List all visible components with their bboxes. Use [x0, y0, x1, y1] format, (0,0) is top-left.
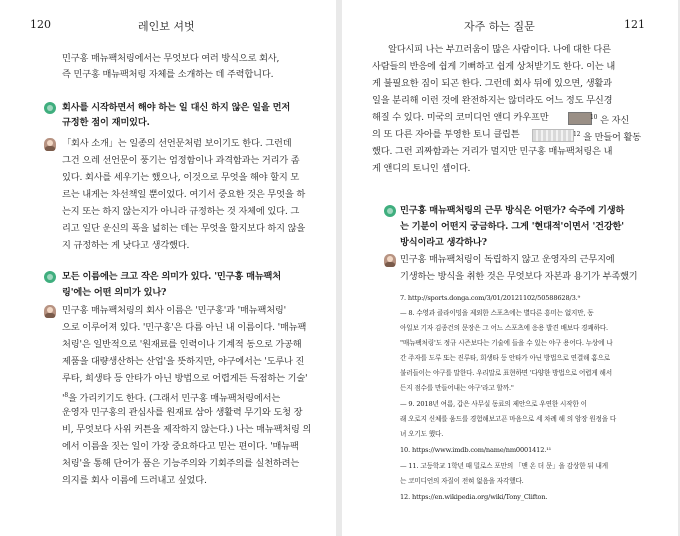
answer-line: 「회사 소개」는 일종의 선언문처럼 보이기도 한다. 그런데: [62, 138, 292, 149]
footnote-ref[interactable]: 10: [590, 114, 598, 121]
footnote: — 11. 고등학교 1학년 때 밀로스 포만의 「맨 온 더 문」을 감상한 뒤 내게: [400, 462, 608, 470]
answer-line: 제품을 대량생산하는 산업'을 뜻하지만, 야구에서는 '도루나 진: [62, 356, 305, 367]
author-avatar-icon: [384, 254, 396, 267]
running-title: 자주 하는 질문: [464, 20, 535, 33]
footnote: 간 주자를 도루 또는 진루타, 희생타 등 안타가 아닌 방법으로 연결해 홈으로: [400, 354, 610, 362]
body-line: 즉 민구홍 매뉴팩처링 자체를 소개하는 데 주력합니다.: [62, 69, 274, 80]
question-line: 링'에는 어떤 의미가 있나?: [62, 287, 167, 298]
body-line-tail: 은 자신: [597, 115, 630, 127]
question-line: 는 기분이 어떤지 궁금하다. 그게 '현대적'이면서 '건강한': [400, 221, 624, 232]
page-number: 121: [624, 18, 645, 31]
body-line: 사람들의 반응에 쉽게 기뻐하고 쉽게 상처받기도 한다. 이는 내: [372, 61, 616, 72]
body-line: 해질 수 있다. 미국의 코미디언 앤디 카우프만: [372, 112, 549, 123]
footnote-ref[interactable]: 12: [573, 131, 581, 138]
answer-line: 민구홍 매뉴팩처링의 회사 이름은 '민구홍'과 '매뉴팩처링': [62, 305, 287, 316]
question-icon: [44, 102, 56, 114]
footnote: 10. https://www.imdb.com/name/nm0001412.¹¹: [400, 446, 552, 454]
answer-line: 그건 으레 선언문이 풍기는 엄정함이나 과격함과는 거리가 좀: [62, 155, 300, 166]
answer-line: 리고 일단 운신의 폭을 넓히는 데는 무엇을 할지보다 하지 않을: [62, 223, 306, 234]
footnote: 는 코미디언의 자질이 전혀 없음을 자각했다.: [400, 477, 524, 485]
answer-line: 처링'을 통해 단어가 품은 기능주의와 기회주의를 실천하려는: [62, 458, 300, 469]
body-line: 의 또 다른 자아를 투영한 토니 클립튼: [372, 129, 520, 140]
answer-line: 의지를 회사 이름에 드러내고 싶었다.: [62, 475, 207, 486]
body-line: 게 불필요한 짐이 되곤 한다. 그런데 회사 뒤에 있으면, 생활과: [372, 78, 612, 89]
answer-line: 는지 또는 하지 않는지가 아니라 규정하는 것 자체에 있다. 그: [62, 206, 300, 217]
author-avatar-icon: [44, 305, 56, 318]
body-line: 했다. 그런 괴짜함과는 거리가 멀지만 민구홍 매뉴팩처링은 내: [372, 146, 613, 157]
body-line: 일을 분리해 이런 것에 완전하지는 않더라도 어느 정도 무신경: [372, 95, 613, 106]
footnote-ref[interactable]: 8: [64, 392, 69, 399]
footnote: 7. http://sports.donga.com/3/01/20121102/50588628/3.⁹: [400, 294, 581, 302]
answer-line: 으로 이루어져 있다. '민구홍'은 다름 아닌 내 이름이다. '매뉴팩: [62, 322, 307, 333]
answer-line: 민구홍 매뉴팩처링이 독립하지 않고 운영자의 근무지에: [400, 254, 615, 265]
answer-line: 있다. 회사를 세우기는 했으나, 이것으로 무엇을 해야 할지 모: [62, 172, 300, 183]
question-icon: [44, 271, 56, 283]
answer-line: 비, 무엇보다 사위 커튼을 제작하지 않는다.) 나는 매뉴팩처링 의: [62, 424, 312, 435]
body-line: 게 앤디의 토니인 셈이다.: [372, 163, 471, 174]
footnote: — 8. 수영과 클라이밍을 제외한 스포츠에는 별다른 흥미는 없지만, 동: [400, 309, 594, 317]
body-line: [590, 112, 629, 127]
andy-kaufman-photo: [568, 112, 592, 125]
question-line: 회사를 시작하면서 해야 하는 일 대신 하지 않은 일을 먼저: [62, 102, 291, 113]
footnote: 래 오로지 신체를 움드를 경험해보고픈 마음으로 세 차례 해 의 암장 원정을 다: [400, 415, 617, 423]
body-line-tail: 을 만들어 활동: [580, 132, 642, 144]
answer-line: 루타, 희생타 등 안타가 아닌 방법으로 어렵게든 득점하는 기술': [62, 373, 308, 384]
answer-line: 운영자 민구홍의 관심사를 원재료 삼아 생활력 무기와 도청 장: [62, 407, 303, 418]
question-line: 민구홍 매뉴팩처링의 근무 방식은 어떤가? 숙주에 기생하: [400, 205, 625, 216]
footnote: 아일보 기자 김종건의 문장은 그 어느 스포츠에 응용 발견 배보다 경쾌하다.: [400, 324, 608, 332]
author-avatar-icon: [44, 138, 56, 151]
body-line: 알다시피 나는 부끄러움이 많은 사람이다. 나에 대한 다른: [388, 44, 611, 55]
body-line: [573, 129, 641, 144]
answer-line: 기생하는 방식을 취한 것은 무엇보다 자본과 용기가 부족했기: [400, 271, 638, 282]
question-icon: [384, 205, 396, 217]
footnote: 녀 오기도 했다.: [400, 430, 444, 438]
question-line: 모든 이름에는 크고 작은 의미가 있다. '민구홍 매뉴팩처: [62, 271, 282, 282]
answer-line: 지 규정하는 게 낫다고 생각했다.: [62, 240, 190, 251]
tony-clifton-photo: [532, 129, 574, 142]
running-title: 레인보 셔벗: [138, 20, 195, 33]
footnote: — 9. 2018년 여름, 갑은 사무실 동료의 제안으로 우연한 시작한 이: [400, 400, 587, 408]
answer-line: 에서 이름을 짓는 일이 가장 중요하다고 믿는 편이다. '매뉴팩: [62, 441, 299, 452]
footnote: 불러들이는 야구를 말한다. 우리말로 표현하면 '다양한 방법으로 어렵게 해서: [400, 369, 612, 377]
quote-mark: ': [62, 393, 65, 405]
left-page: [0, 0, 336, 536]
page-number: 120: [30, 18, 51, 31]
answer-line: 처링'은 일반적으로 '원재료를 인력이나 기계적 동으로 가공해: [62, 339, 302, 350]
right-page: [342, 0, 678, 536]
footnote: 든지 점수를 만들어내는 야구'라고 할까.": [400, 384, 514, 392]
body-line: 민구홍 매뉴팩처링에서는 무엇보다 여러 방식으로 회사,: [62, 53, 280, 64]
footnote: 12. https://en.wikipedia.org/wiki/Tony_Clifton.: [400, 493, 548, 501]
question-line: 규정한 점이 재미있다.: [62, 117, 150, 128]
answer-line: 르는 내게는 차선책일 뿐이었다. 여기서 중요한 것은 무엇을 하: [62, 189, 306, 200]
answer-line-text: 을 가리키기도 한다. (그래서 민구홍 매뉴팩처링에서는: [68, 393, 281, 405]
footnote: "매뉴팩처링'도 정규 시즌보다는 기술에 들을 수 있는 야구 용어다. 누상에 나: [400, 339, 613, 347]
answer-line: [62, 390, 280, 405]
question-line: 방식이라고 생각하나?: [400, 237, 487, 248]
